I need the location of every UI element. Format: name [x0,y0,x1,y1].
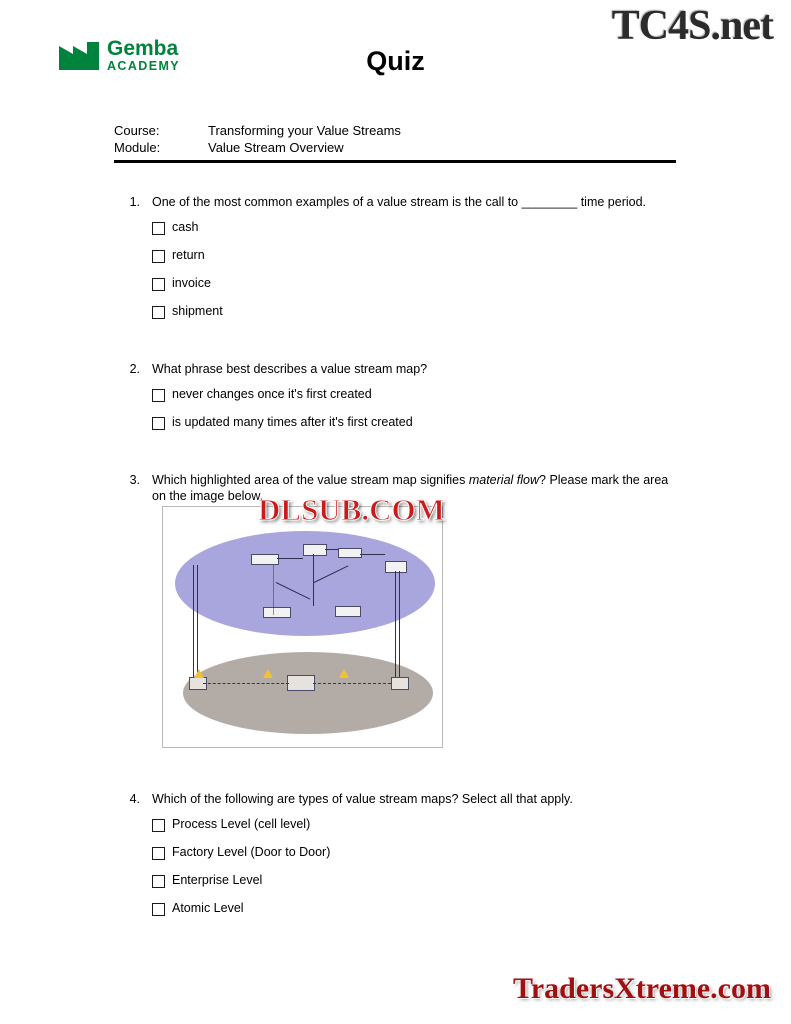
map-connector [399,571,400,683]
option-label: never changes once it's first created [172,387,372,401]
option-row[interactable] [152,276,714,291]
map-box [263,607,291,618]
map-connector [313,554,314,606]
option-label: Process Level (cell level) [172,817,311,831]
option-label: invoice [172,276,211,290]
checkbox-icon[interactable] [152,306,165,319]
map-box [385,561,407,573]
option-label: is updated many times after it's first created [172,415,413,429]
inventory-triangle-icon [194,669,204,678]
question-3-emphasis: material flow [468,473,540,487]
map-box [251,554,279,565]
map-flow-arrow [203,683,289,684]
option-label: Factory Level (Door to Door) [172,845,331,859]
option-row[interactable] [152,873,714,888]
module-value: Value Stream Overview [208,140,344,155]
map-connector [360,554,385,555]
page-title: Quiz [366,46,425,76]
module-label: Module: [114,140,161,155]
map-connector [395,571,396,683]
question-3-number: 3. [129,473,140,487]
option-label: return [172,248,205,262]
checkbox-icon[interactable] [152,819,165,832]
map-flow-arrow [313,683,391,684]
question-1-options [152,220,714,319]
option-label: cash [172,220,199,234]
map-connector [273,565,274,615]
checkbox-icon[interactable] [152,278,165,291]
question-4 [114,791,714,929]
map-box [303,544,327,556]
inventory-triangle-icon [339,669,349,678]
checkbox-icon[interactable] [152,250,165,263]
question-4-text: Which of the following are types of value stream maps? Select all that apply. [152,792,573,806]
question-3-text-part1: Which highlighted area of the value stream map signifies [152,473,469,487]
question-2-text: What phrase best describes a value stream map? [152,362,428,376]
option-row[interactable] [152,304,714,319]
map-connector [193,565,194,683]
watermark-top-right: TC4S.net [611,3,773,49]
watermark-bottom-right: TradersXtreme.com [513,972,771,1005]
option-row[interactable] [152,415,714,430]
course-row [114,122,676,139]
question-1-number: 1. [129,195,140,209]
course-label: Course: [114,123,160,138]
brand-subtitle: ACADEMY [107,59,180,73]
course-meta [114,122,676,156]
checkbox-icon[interactable] [152,847,165,860]
header-divider [114,160,676,163]
map-process-box [287,675,315,691]
map-box [335,606,361,617]
checkbox-icon[interactable] [152,417,165,430]
question-1 [114,194,714,332]
checkbox-icon[interactable] [152,389,165,402]
map-connector [325,549,338,550]
question-2 [114,361,714,443]
checkbox-icon[interactable] [152,222,165,235]
map-box [338,548,362,558]
map-connector [197,565,198,683]
question-4-number: 4. [129,792,140,806]
option-row[interactable] [152,220,714,235]
option-row[interactable] [152,248,714,263]
brand-name: Gemba [107,37,179,60]
option-label: Atomic Level [172,901,244,915]
question-2-options [152,387,714,430]
course-value: Transforming your Value Streams [208,123,401,138]
checkbox-icon[interactable] [152,903,165,916]
option-row[interactable] [152,901,714,916]
option-row[interactable] [152,387,714,402]
option-label: Enterprise Level [172,873,263,887]
question-4-options [152,817,714,916]
map-process-box [391,677,409,690]
question-1-text: One of the most common examples of a value stream is the call to ________ time period. [152,195,647,209]
inventory-triangle-icon [263,669,273,678]
watermark-center: DLSUB.COM [258,492,445,527]
value-stream-map-image [162,506,443,748]
map-connector [277,558,303,559]
option-label: shipment [172,304,223,318]
module-row [114,139,676,156]
checkbox-icon[interactable] [152,875,165,888]
question-2-number: 2. [129,362,140,376]
question-3-text-part2: ? Please mark the area on the image below. [152,473,669,503]
option-row[interactable] [152,817,714,832]
option-row[interactable] [152,845,714,860]
